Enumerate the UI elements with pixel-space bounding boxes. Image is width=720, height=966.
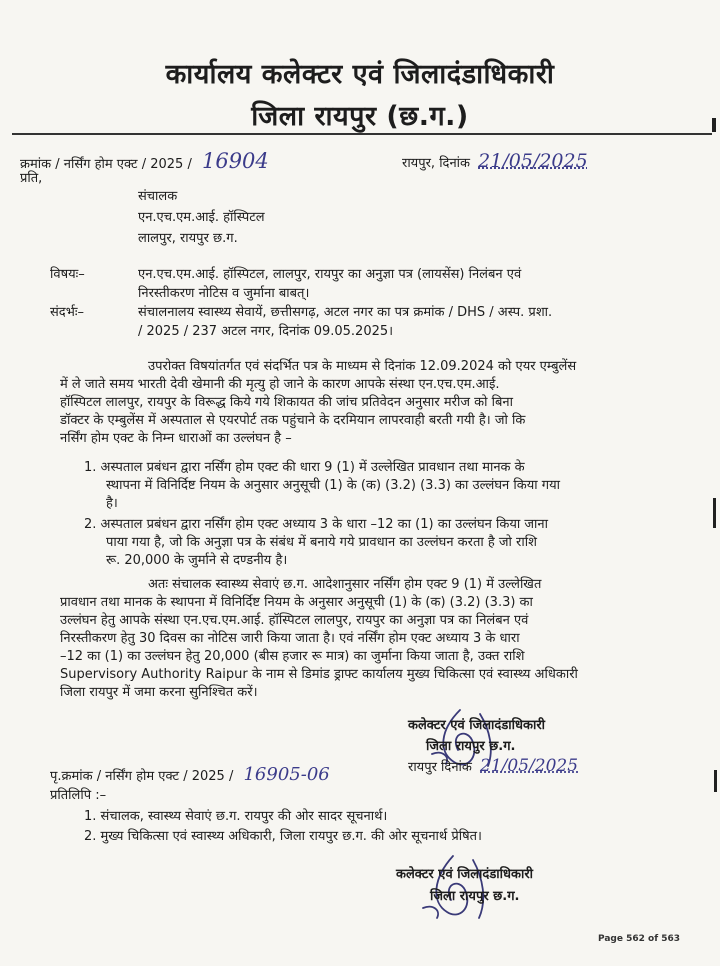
copy-item-1: 1. संचालक, स्वास्थ्य सेवाएं छ.ग. रायपुर की ओर सादर सूचनार्थ। [84, 809, 388, 824]
item-line: स्थापना में विनिर्दिष्ट नियम के अनुसार अनुसूची (1) के (क) (3.2) (3.3) का उल्लंघन किया गया [106, 478, 560, 493]
order-prefix: क्रमांक / नर्सिंग होम एक्ट / 2025 / [20, 157, 192, 172]
paragraph-line: निरस्तीकरण हेतु 30 दिवस का नोटिस जारी किया जाता है। एवं नर्सिंग होम एक्ट अध्याय 3 के धारा [60, 631, 520, 646]
paragraph-line: जिला रायपुर में जमा करना सुनिश्चित करें। [60, 685, 258, 700]
page-number: Page 562 of 563 [598, 934, 681, 944]
item-line: रू. 20,000 के जुर्माने से दण्डनीय है। [106, 553, 288, 568]
paragraph-line: हॉस्पिटल लालपुर, रायपुर के विरूद्ध किये गये शिकायत की जांच प्रतिवेदन अनुसार मरीज को बिना [60, 395, 513, 410]
place-date-label: रायपुर, दिनांक [402, 156, 471, 171]
item-line: 2. अस्पताल प्रबंधन द्वारा नर्सिंग होम एक्ट अध्याय 3 के धारा –12 का (1) का उल्लंघन किया जाना [84, 517, 549, 532]
endorsement-reference [50, 766, 330, 786]
signatory-district-1: जिला रायपुर छ.ग. [426, 739, 516, 754]
violation-item-2 [84, 516, 684, 570]
endorsement-prefix: पृ.क्रमांक / नर्सिंग होम एक्ट / 2025 / [50, 769, 234, 784]
office-title-line2: जिला रायपुर (छ.ग.) [251, 101, 469, 132]
signature-date-label: रायपुर दिनांक [408, 760, 472, 775]
body-paragraph-1 [60, 358, 700, 448]
scan-edge-mark [714, 770, 717, 792]
signature-date-row [408, 757, 578, 777]
office-title-line1: कार्यालय कलेक्टर एवं जिलादंडाधिकारी [165, 59, 555, 90]
violation-item-1 [84, 459, 684, 513]
scan-edge-mark [713, 498, 716, 528]
endorsement-number: 16905-06 [243, 764, 330, 785]
collector-signature-2 [415, 848, 525, 924]
paragraph-line: प्रावधान तथा मानक के स्थापना में विनिर्दिष्ट नियम के अनुसार अनुसूची (1) के (क) (3.2) (3.3) का [60, 595, 533, 610]
copy-to-label: प्रतिलिपि :– [50, 788, 107, 803]
item-line: है। [106, 496, 118, 511]
signature-date: 21/05/2025 [480, 756, 579, 776]
subject-label: विषयः– [50, 267, 85, 282]
addressee-line2: एन.एच.एम.आई. हॉस्पिटल [138, 210, 265, 225]
paragraph-line: Supervisory Authority Raipur के नाम से डिमांड ड्राफ्ट कार्यालय मुख्य चिकित्सा एवं स्वास्थ्य अधिकारी [60, 667, 578, 682]
signatory-designation-1: कलेक्टर एवं जिलादंडाधिकारी [408, 718, 546, 733]
order-number: 16904 [201, 149, 269, 173]
context-line2: / 2025 / 237 अटल नगर, दिनांक 09.05.2025। [138, 324, 394, 339]
paragraph-line: डॉक्टर के एम्बुलेंस में अस्पताल से एयरपोर्ट तक पहुंचाने के दरमियान लापरवाही बरती गयी है। जो कि [60, 413, 526, 428]
order-date: 21/05/2025 [478, 150, 588, 172]
item-line: 1. अस्पताल प्रबंधन द्वारा नर्सिंग होम एक्ट की धारा 9 (1) में उल्लेखित प्रावधान तथा मानक के [84, 460, 525, 475]
paragraph-line: नर्सिंग होम एक्ट के निम्न धाराओं का उल्लंघन है – [60, 431, 292, 446]
order-reference [20, 149, 269, 174]
copy-item-2: 2. मुख्य चिकित्सा एवं स्वास्थ्य अधिकारी, जिला रायपुर छ.ग. की ओर सूचनार्थ प्रेषित। [84, 829, 482, 844]
item-line: पाया गया है, जो कि अनुज्ञा पत्र के संबंध में बनाये गये प्रावधान का उल्लंघन करता है जो राशि [106, 535, 537, 550]
context-line1: संचालनालय स्वास्थ्य सेवायें, छत्तीसगढ़, अटल नगर का पत्र क्रमांक / DHS / अस्प. प्रशा. [138, 305, 553, 320]
addressee-line1: संचालक [138, 189, 178, 204]
paragraph-line: उपरोक्त विषयांतर्गत एवं संदर्भित पत्र के माध्यम से दिनांक 12.09.2024 को एयर एम्बुलेंस [148, 359, 577, 374]
paragraph-line: में ले जाते समय भारती देवी खेमानी की मृत्यु हो जाने के कारण आपके संस्था एन.एच.एम.आई. [60, 377, 500, 392]
place-date [402, 152, 588, 173]
context-label: संदर्भः– [50, 305, 84, 320]
scan-edge-mark [712, 118, 716, 132]
addressee-line3: लालपुर, रायपुर छ.ग. [138, 231, 238, 246]
subject-line1: एन.एच.एम.आई. हॉस्पिटल, लालपुर, रायपुर का अनुज्ञा पत्र (लायसेंस) निलंबन एवं [138, 267, 522, 282]
body-paragraph-2 [60, 576, 700, 702]
paragraph-line: –12 का (1) का उल्लंघन हेतु 20,000 (बीस हजार रू मात्र) का जुर्माना किया जाता है, उक्त राशि [60, 649, 525, 664]
paragraph-line: अतः संचालक स्वास्थ्य सेवाएं छ.ग. आदेशानुसार नर्सिंग होम एक्ट 9 (1) में उल्लेखित [148, 577, 542, 592]
header-divider [12, 133, 712, 135]
to-label: प्रति, [20, 171, 43, 186]
signatory-designation-2: कलेक्टर एवं जिलादंडाधिकारी [396, 867, 534, 882]
signatory-district-2: जिला रायपुर छ.ग. [430, 889, 520, 904]
paragraph-line: उल्लंघन हेतु आपके संस्था एन.एच.एम.आई. हॉस्पिटल लालपुर, रायपुर का अनुज्ञा पत्र का निलंबन एवं [60, 613, 529, 628]
subject-line2: निरस्तीकरण नोटिस व जुर्माना बाबत्। [138, 286, 310, 301]
